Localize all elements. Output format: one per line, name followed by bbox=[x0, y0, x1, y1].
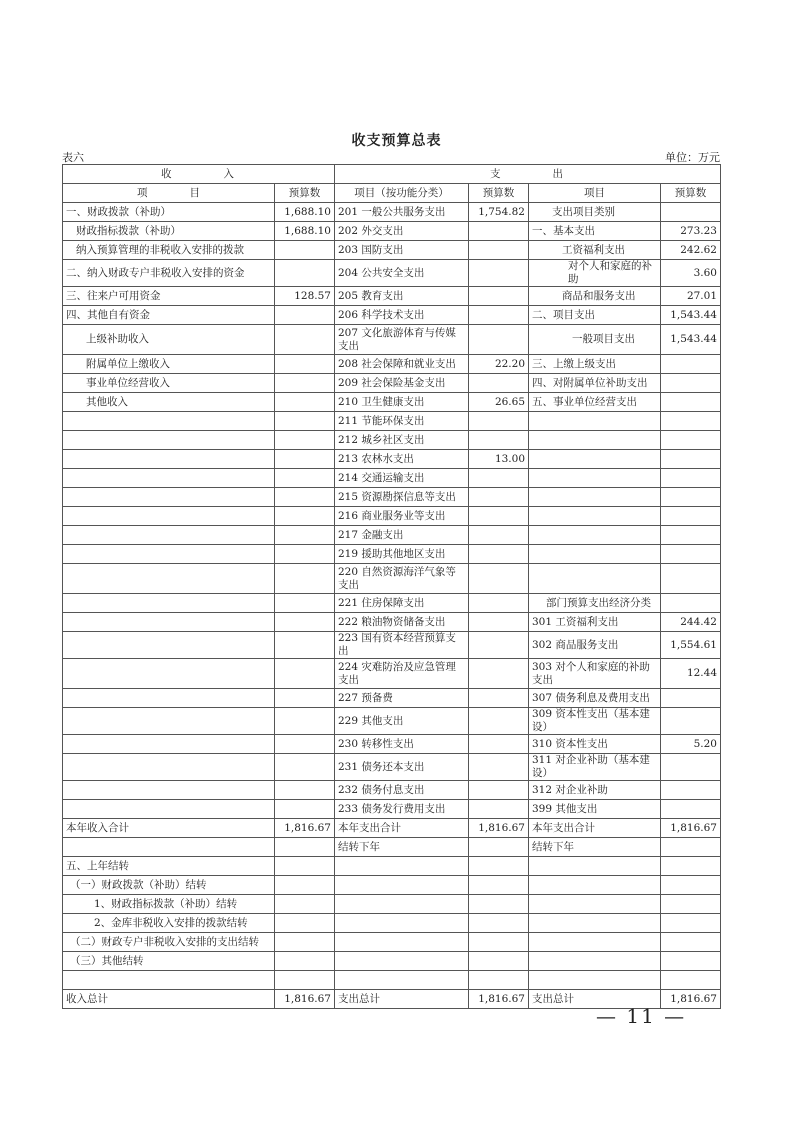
income-item-cell: 2、金库非税收入安排的拨款结转 bbox=[63, 914, 275, 933]
income-item-cell bbox=[63, 689, 275, 708]
income-item-cell: （二）财政专户非税收入安排的支出结转 bbox=[63, 933, 275, 952]
income-budget-cell bbox=[275, 800, 335, 819]
category-budget-cell: 3.60 bbox=[661, 260, 721, 287]
income-item-cell: 1、财政指标拨款（补助）结转 bbox=[63, 895, 275, 914]
category-item-cell: 309 资本性支出（基本建设） bbox=[529, 708, 661, 735]
income-item-cell bbox=[63, 412, 275, 431]
category-budget-cell: 1,543.44 bbox=[661, 325, 721, 355]
income-item-cell: 其他收入 bbox=[63, 393, 275, 412]
income-budget-cell: 1,816.67 bbox=[275, 990, 335, 1009]
income-budget-cell bbox=[275, 971, 335, 990]
category-item-cell bbox=[529, 933, 661, 952]
category-budget-cell bbox=[661, 594, 721, 613]
category-item-cell: 商品和服务支出 bbox=[529, 287, 661, 306]
table-row bbox=[63, 613, 721, 632]
category-item-cell: 302 商品服务支出 bbox=[529, 632, 661, 659]
category-item-cell: 支出总计 bbox=[529, 990, 661, 1009]
function-budget-cell bbox=[469, 952, 529, 971]
function-item-cell: 201 一般公共服务支出 bbox=[335, 203, 469, 222]
category-budget-cell bbox=[661, 838, 721, 857]
function-budget-cell bbox=[469, 613, 529, 632]
category-item-cell bbox=[529, 914, 661, 933]
income-budget-cell bbox=[275, 325, 335, 355]
income-budget-cell bbox=[275, 241, 335, 260]
income-budget-cell: 128.57 bbox=[275, 287, 335, 306]
category-budget-cell: 1,543.44 bbox=[661, 306, 721, 325]
income-budget-cell bbox=[275, 564, 335, 594]
income-budget-cell: 1,816.67 bbox=[275, 819, 335, 838]
table-row bbox=[63, 450, 721, 469]
income-item-cell: 五、上年结转 bbox=[63, 857, 275, 876]
table-row bbox=[63, 708, 721, 735]
category-item-cell bbox=[529, 564, 661, 594]
function-budget-cell: 1,816.67 bbox=[469, 819, 529, 838]
category-budget-cell bbox=[661, 914, 721, 933]
function-budget-cell bbox=[469, 469, 529, 488]
function-budget-cell bbox=[469, 431, 529, 450]
category-budget-cell: 1,816.67 bbox=[661, 819, 721, 838]
table-row bbox=[63, 374, 721, 393]
category-item-cell: 310 资本性支出 bbox=[529, 735, 661, 754]
table-row bbox=[63, 488, 721, 507]
function-item-cell: 230 转移性支出 bbox=[335, 735, 469, 754]
function-item-cell: 222 粮油物资储备支出 bbox=[335, 613, 469, 632]
table-row bbox=[63, 754, 721, 781]
table-row bbox=[63, 781, 721, 800]
income-budget-cell bbox=[275, 393, 335, 412]
function-item-cell: 229 其他支出 bbox=[335, 708, 469, 735]
function-budget-cell bbox=[469, 876, 529, 895]
category-item-cell bbox=[529, 971, 661, 990]
category-budget-cell bbox=[661, 355, 721, 374]
income-item-cell bbox=[63, 754, 275, 781]
function-item-cell: 231 债务还本支出 bbox=[335, 754, 469, 781]
budget-summary-table bbox=[62, 164, 721, 1009]
function-budget-cell bbox=[469, 708, 529, 735]
function-item-cell: 223 国有资本经营预算支出 bbox=[335, 632, 469, 659]
category-item-cell: 对个人和家庭的补助 bbox=[529, 260, 661, 287]
category-item-cell bbox=[529, 469, 661, 488]
table-row bbox=[63, 857, 721, 876]
function-budget-cell bbox=[469, 838, 529, 857]
function-budget-cell: 26.65 bbox=[469, 393, 529, 412]
category-item-cell: 399 其他支出 bbox=[529, 800, 661, 819]
table-row bbox=[63, 306, 721, 325]
table-row bbox=[63, 241, 721, 260]
table-row bbox=[63, 895, 721, 914]
income-budget-cell bbox=[275, 488, 335, 507]
function-budget-cell bbox=[469, 895, 529, 914]
income-budget-cell bbox=[275, 431, 335, 450]
function-budget-cell bbox=[469, 933, 529, 952]
income-budget-cell bbox=[275, 412, 335, 431]
income-item-cell: （一）财政拨款（补助）结转 bbox=[63, 876, 275, 895]
function-item-cell: 233 债务发行费用支出 bbox=[335, 800, 469, 819]
income-item-cell: 附属单位上缴收入 bbox=[63, 355, 275, 374]
function-item-cell bbox=[335, 857, 469, 876]
function-item-cell: 本年支出合计 bbox=[335, 819, 469, 838]
category-item-cell: 工资福利支出 bbox=[529, 241, 661, 260]
table-row bbox=[63, 564, 721, 594]
category-budget-cell: 12.44 bbox=[661, 659, 721, 689]
table-number: 表六 bbox=[62, 151, 84, 164]
category-item-cell: 结转下年 bbox=[529, 838, 661, 857]
function-item-cell: 203 国防支出 bbox=[335, 241, 469, 260]
category-item-cell: 二、项目支出 bbox=[529, 306, 661, 325]
income-budget-cell bbox=[275, 838, 335, 857]
category-budget-cell: 244.42 bbox=[661, 613, 721, 632]
function-item-cell: 214 交通运输支出 bbox=[335, 469, 469, 488]
function-budget-cell bbox=[469, 260, 529, 287]
table-row bbox=[63, 393, 721, 412]
income-item-cell bbox=[63, 431, 275, 450]
table-row bbox=[63, 933, 721, 952]
income-budget-cell bbox=[275, 876, 335, 895]
function-item-cell: 211 节能环保支出 bbox=[335, 412, 469, 431]
category-item-cell bbox=[529, 450, 661, 469]
function-item-cell: 结转下年 bbox=[335, 838, 469, 857]
function-item-cell: 221 住房保障支出 bbox=[335, 594, 469, 613]
function-item-cell: 217 金融支出 bbox=[335, 526, 469, 545]
category-item-cell bbox=[529, 952, 661, 971]
income-item-cell bbox=[63, 450, 275, 469]
income-item-cell: 本年收入合计 bbox=[63, 819, 275, 838]
category-budget-cell bbox=[661, 857, 721, 876]
function-budget-cell bbox=[469, 857, 529, 876]
category-budget-cell bbox=[661, 971, 721, 990]
table-row bbox=[63, 876, 721, 895]
income-budget-cell bbox=[275, 594, 335, 613]
income-item-cell bbox=[63, 708, 275, 735]
income-budget-cell bbox=[275, 613, 335, 632]
function-budget-cell bbox=[469, 488, 529, 507]
function-item-cell bbox=[335, 914, 469, 933]
category-budget-cell bbox=[661, 689, 721, 708]
income-budget-cell bbox=[275, 952, 335, 971]
function-item-cell bbox=[335, 952, 469, 971]
category-budget-cell bbox=[661, 933, 721, 952]
category-item-cell: 三、上缴上级支出 bbox=[529, 355, 661, 374]
income-header: 收 入 bbox=[63, 165, 335, 184]
function-budget-cell: 13.00 bbox=[469, 450, 529, 469]
income-item-cell bbox=[63, 594, 275, 613]
income-budget-cell bbox=[275, 632, 335, 659]
budget-header-3: 预算数 bbox=[661, 184, 721, 203]
category-budget-cell: 5.20 bbox=[661, 735, 721, 754]
function-budget-cell bbox=[469, 526, 529, 545]
category-budget-cell: 1,816.67 bbox=[661, 990, 721, 1009]
income-item-cell: 一、财政拨款（补助） bbox=[63, 203, 275, 222]
function-budget-cell bbox=[469, 914, 529, 933]
function-budget-cell bbox=[469, 374, 529, 393]
category-budget-cell: 242.62 bbox=[661, 241, 721, 260]
income-budget-cell bbox=[275, 469, 335, 488]
table-row bbox=[63, 819, 721, 838]
table-row bbox=[63, 287, 721, 306]
income-budget-cell bbox=[275, 526, 335, 545]
income-budget-cell bbox=[275, 306, 335, 325]
category-item-cell: 四、对附属单位补助支出 bbox=[529, 374, 661, 393]
income-item-cell bbox=[63, 507, 275, 526]
table-row bbox=[63, 594, 721, 613]
category-budget-cell bbox=[661, 374, 721, 393]
category-budget-cell bbox=[661, 393, 721, 412]
income-item-cell bbox=[63, 800, 275, 819]
category-item-cell bbox=[529, 507, 661, 526]
table-row bbox=[63, 260, 721, 287]
function-budget-cell bbox=[469, 222, 529, 241]
category-item-cell bbox=[529, 876, 661, 895]
category-budget-cell bbox=[661, 545, 721, 564]
function-budget-cell bbox=[469, 689, 529, 708]
table-row bbox=[63, 971, 721, 990]
income-budget-cell bbox=[275, 374, 335, 393]
header-row-columns bbox=[63, 184, 721, 203]
category-item-cell bbox=[529, 545, 661, 564]
table-row bbox=[63, 735, 721, 754]
function-budget-cell bbox=[469, 325, 529, 355]
income-item-cell bbox=[63, 735, 275, 754]
table-row bbox=[63, 659, 721, 689]
category-item-cell: 五、事业单位经营支出 bbox=[529, 393, 661, 412]
income-budget-cell bbox=[275, 689, 335, 708]
category-budget-cell bbox=[661, 488, 721, 507]
income-budget-cell bbox=[275, 735, 335, 754]
category-budget-cell: 1,554.61 bbox=[661, 632, 721, 659]
table-row bbox=[63, 526, 721, 545]
function-budget-cell: 22.20 bbox=[469, 355, 529, 374]
table-row bbox=[63, 507, 721, 526]
category-budget-cell bbox=[661, 876, 721, 895]
function-item-cell bbox=[335, 971, 469, 990]
income-item-cell bbox=[63, 613, 275, 632]
category-budget-cell bbox=[661, 800, 721, 819]
expense-header: 支 出 bbox=[335, 165, 721, 184]
function-item-cell: 220 自然资源海洋气象等支出 bbox=[335, 564, 469, 594]
table-row bbox=[63, 800, 721, 819]
category-budget-cell bbox=[661, 781, 721, 800]
function-item-cell: 支出总计 bbox=[335, 990, 469, 1009]
income-item-cell: 四、其他自有资金 bbox=[63, 306, 275, 325]
category-item-cell: 本年支出合计 bbox=[529, 819, 661, 838]
function-budget-cell bbox=[469, 781, 529, 800]
table-row bbox=[63, 412, 721, 431]
category-item-cell: 311 对企业补助（基本建设） bbox=[529, 754, 661, 781]
function-item-cell: 205 教育支出 bbox=[335, 287, 469, 306]
table-row bbox=[63, 545, 721, 564]
income-item-cell: （三）其他结转 bbox=[63, 952, 275, 971]
table-row bbox=[63, 632, 721, 659]
category-item-cell: 部门预算支出经济分类 bbox=[529, 594, 661, 613]
function-item-cell: 215 资源勘探信息等支出 bbox=[335, 488, 469, 507]
category-budget-cell bbox=[661, 412, 721, 431]
unit-label: 单位：万元 bbox=[665, 151, 720, 164]
function-item-cell: 216 商业服务业等支出 bbox=[335, 507, 469, 526]
income-item-cell bbox=[63, 659, 275, 689]
category-item-cell bbox=[529, 412, 661, 431]
document-title: 收支预算总表 bbox=[351, 133, 442, 149]
table-row bbox=[63, 838, 721, 857]
category-item-cell bbox=[529, 857, 661, 876]
function-item-cell: 232 债务付息支出 bbox=[335, 781, 469, 800]
category-budget-cell bbox=[661, 708, 721, 735]
category-item-cell: 312 对企业补助 bbox=[529, 781, 661, 800]
function-item-cell: 207 文化旅游体育与传媒支出 bbox=[335, 325, 469, 355]
income-budget-cell: 1,688.10 bbox=[275, 222, 335, 241]
table-row bbox=[63, 431, 721, 450]
category-item-cell: 一般项目支出 bbox=[529, 325, 661, 355]
income-item-cell: 纳入预算管理的非税收入安排的拨款 bbox=[63, 241, 275, 260]
income-item-cell bbox=[63, 971, 275, 990]
function-item-cell: 213 农林水支出 bbox=[335, 450, 469, 469]
income-budget-cell bbox=[275, 857, 335, 876]
table-row bbox=[63, 203, 721, 222]
function-budget-cell bbox=[469, 306, 529, 325]
budget-header-2: 预算数 bbox=[469, 184, 529, 203]
function-budget-cell bbox=[469, 800, 529, 819]
income-budget-cell bbox=[275, 933, 335, 952]
income-budget-cell bbox=[275, 659, 335, 689]
function-budget-cell: 1,816.67 bbox=[469, 990, 529, 1009]
function-budget-cell bbox=[469, 754, 529, 781]
function-budget-cell bbox=[469, 241, 529, 260]
function-item-cell bbox=[335, 895, 469, 914]
function-item-cell: 227 预备费 bbox=[335, 689, 469, 708]
function-budget-cell bbox=[469, 287, 529, 306]
table-row bbox=[63, 222, 721, 241]
category-item-cell: 一、基本支出 bbox=[529, 222, 661, 241]
category-budget-cell: 27.01 bbox=[661, 287, 721, 306]
income-item-cell bbox=[63, 526, 275, 545]
income-budget-cell bbox=[275, 914, 335, 933]
function-item-cell: 212 城乡社区支出 bbox=[335, 431, 469, 450]
income-budget-cell bbox=[275, 450, 335, 469]
function-item-cell: 224 灾难防治及应急管理支出 bbox=[335, 659, 469, 689]
income-item-cell bbox=[63, 545, 275, 564]
function-budget-cell bbox=[469, 564, 529, 594]
item-header-2: 项目 bbox=[529, 184, 661, 203]
category-item-cell bbox=[529, 895, 661, 914]
function-budget-cell bbox=[469, 412, 529, 431]
func-item-header: 项目（按功能分类） bbox=[335, 184, 469, 203]
function-budget-cell: 1,754.82 bbox=[469, 203, 529, 222]
income-item-cell bbox=[63, 469, 275, 488]
income-item-cell bbox=[63, 632, 275, 659]
category-budget-cell bbox=[661, 450, 721, 469]
income-item-cell bbox=[63, 781, 275, 800]
income-budget-cell bbox=[275, 895, 335, 914]
income-budget-cell bbox=[275, 260, 335, 287]
category-item-cell bbox=[529, 526, 661, 545]
function-budget-cell bbox=[469, 659, 529, 689]
table-row bbox=[63, 689, 721, 708]
function-item-cell: 219 援助其他地区支出 bbox=[335, 545, 469, 564]
function-budget-cell bbox=[469, 594, 529, 613]
function-budget-cell bbox=[469, 507, 529, 526]
function-budget-cell bbox=[469, 971, 529, 990]
category-item-cell: 307 债务利息及费用支出 bbox=[529, 689, 661, 708]
header-row-group bbox=[63, 165, 721, 184]
income-item-cell: 上级补助收入 bbox=[63, 325, 275, 355]
category-budget-cell bbox=[661, 526, 721, 545]
item-header: 项 目 bbox=[63, 184, 275, 203]
income-item-cell bbox=[63, 564, 275, 594]
category-budget-cell bbox=[661, 203, 721, 222]
income-budget-cell bbox=[275, 507, 335, 526]
income-budget-cell bbox=[275, 545, 335, 564]
income-item-cell: 二、纳入财政专户非税收入安排的资金 bbox=[63, 260, 275, 287]
category-item-cell bbox=[529, 431, 661, 450]
category-budget-cell: 273.23 bbox=[661, 222, 721, 241]
category-budget-cell bbox=[661, 564, 721, 594]
category-budget-cell bbox=[661, 507, 721, 526]
budget-header: 预算数 bbox=[275, 184, 335, 203]
income-item-cell: 财政指标拨款（补助） bbox=[63, 222, 275, 241]
function-budget-cell bbox=[469, 632, 529, 659]
category-budget-cell bbox=[661, 952, 721, 971]
function-item-cell: 204 公共安全支出 bbox=[335, 260, 469, 287]
table-row bbox=[63, 952, 721, 971]
function-item-cell bbox=[335, 876, 469, 895]
function-item-cell: 210 卫生健康支出 bbox=[335, 393, 469, 412]
table-row bbox=[63, 914, 721, 933]
function-item-cell: 206 科学技术支出 bbox=[335, 306, 469, 325]
income-item-cell: 收入总计 bbox=[63, 990, 275, 1009]
category-budget-cell bbox=[661, 431, 721, 450]
table-row bbox=[63, 325, 721, 355]
category-item-cell: 支出项目类别 bbox=[529, 203, 661, 222]
income-budget-cell: 1,688.10 bbox=[275, 203, 335, 222]
function-item-cell: 202 外交支出 bbox=[335, 222, 469, 241]
income-item-cell: 事业单位经营收入 bbox=[63, 374, 275, 393]
category-budget-cell bbox=[661, 469, 721, 488]
category-budget-cell bbox=[661, 895, 721, 914]
category-item-cell bbox=[529, 488, 661, 507]
income-item-cell bbox=[63, 838, 275, 857]
income-budget-cell bbox=[275, 754, 335, 781]
function-item-cell: 209 社会保险基金支出 bbox=[335, 374, 469, 393]
category-budget-cell bbox=[661, 754, 721, 781]
income-budget-cell bbox=[275, 781, 335, 800]
function-item-cell bbox=[335, 933, 469, 952]
category-item-cell: 301 工资福利支出 bbox=[529, 613, 661, 632]
income-item-cell: 三、往来户可用资金 bbox=[63, 287, 275, 306]
income-budget-cell bbox=[275, 708, 335, 735]
function-item-cell: 208 社会保障和就业支出 bbox=[335, 355, 469, 374]
income-budget-cell bbox=[275, 355, 335, 374]
function-budget-cell bbox=[469, 735, 529, 754]
table-row bbox=[63, 355, 721, 374]
page-number: — 11 — bbox=[596, 1004, 687, 1028]
income-item-cell bbox=[63, 488, 275, 507]
function-budget-cell bbox=[469, 545, 529, 564]
category-item-cell: 303 对个人和家庭的补助支出 bbox=[529, 659, 661, 689]
table-row bbox=[63, 469, 721, 488]
